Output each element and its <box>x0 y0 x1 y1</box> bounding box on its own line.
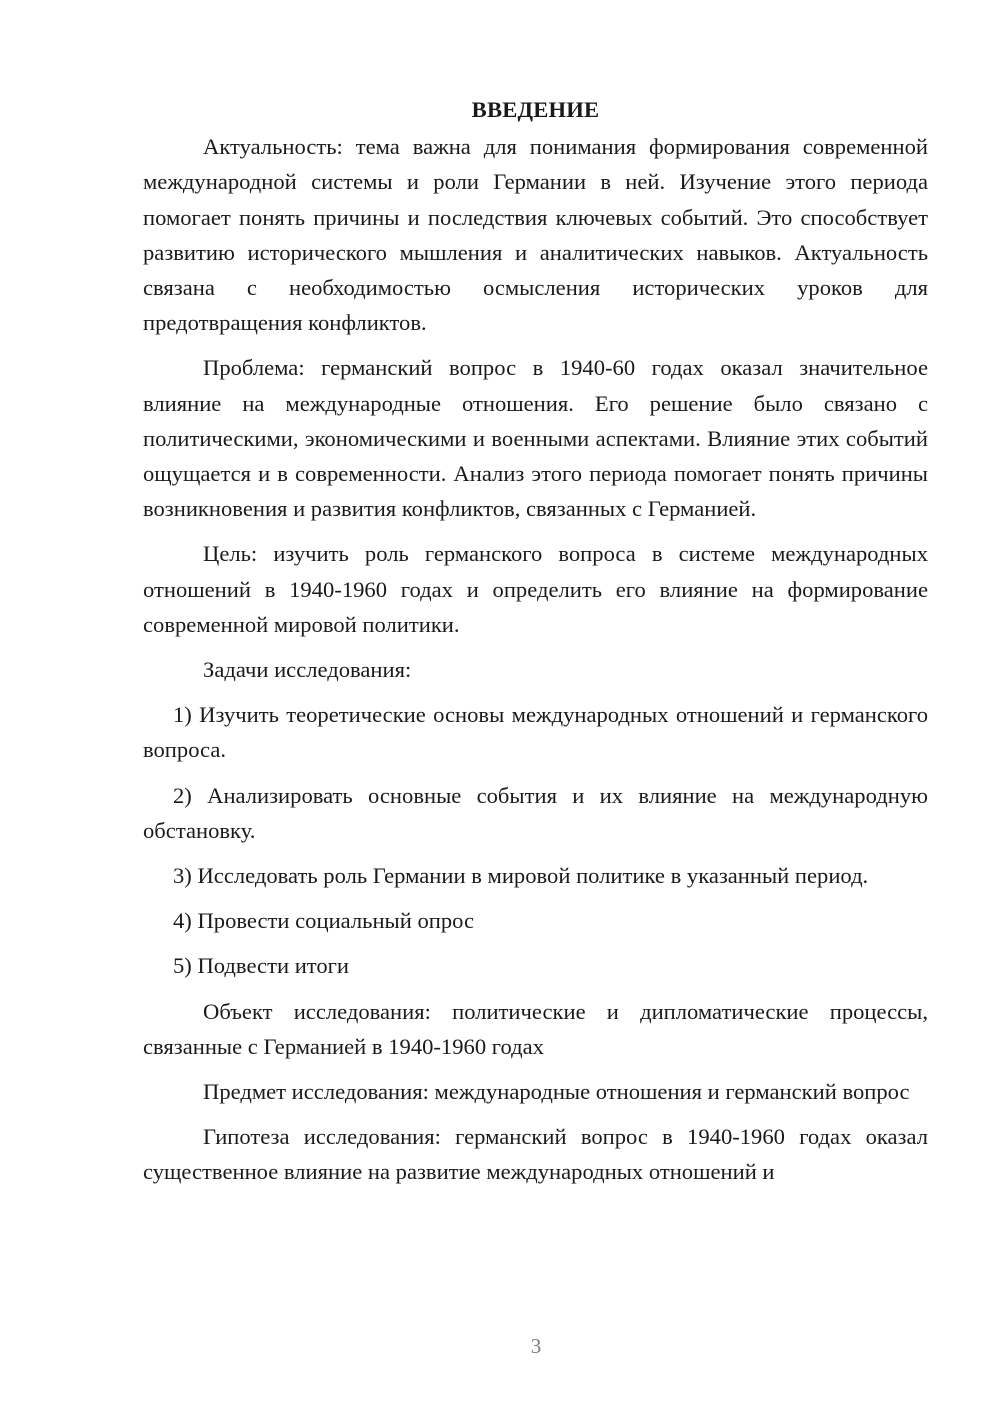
section-title: ВВЕДЕНИЕ <box>471 97 600 122</box>
task-item-2: 2) Анализировать основные события и их влияние на международную обстановку. <box>143 782 928 843</box>
paragraph-hypothesis: Гипотеза исследования: германский вопрос в 1940-1960 годах оказал существенное влияние на развитие международных отношений и <box>143 1124 928 1185</box>
task-item-4: 4) Провести социальный опрос <box>173 908 475 934</box>
page-content <box>143 92 928 1200</box>
task-item-3: 3) Исследовать роль Германии в мировой политике в указанный период. <box>173 863 869 889</box>
paragraph-subject: Предмет исследования: международные отношения и германский вопрос <box>203 1079 910 1105</box>
task-item-1: 1) Изучить теоретические основы международных отношений и германского вопроса. <box>143 702 928 763</box>
paragraph-object: Объект исследования: политические и дипломатические процессы, связанные с Германией в 1940-1960 годах <box>143 998 928 1059</box>
paragraph-problem: Проблема: германский вопрос в 1940-60 годах оказал значительное влияние на международные отношения. Его решение было связано с политическими, экономическими и военными аспектами. Влияние этих событий ощущается и в современности. Анализ этого периода помогает понять причины возникновения и развития конфликтов, связанных с Германией. <box>143 355 928 522</box>
paragraph-relevance: Актуальность: тема важна для понимания формирования современной международной системы и роли Германии в ней. Изучение этого периода помогает понять причины и последствия ключевых событий. Это способствует развитию исторического мышления и аналитических навыков. Актуальность связана с необходимостью осмысления исторических уроков для предотвращения конфликтов. <box>143 134 928 336</box>
task-item-5: 5) Подвести итоги <box>173 953 350 979</box>
paragraph-goal: Цель: изучить роль германского вопроса в системе международных отношений в 1940-1960 годах и определить его влияние на формирование современной мировой политики. <box>143 541 928 637</box>
paragraph-tasks-heading: Задачи исследования: <box>203 657 412 683</box>
page-number: 3 <box>530 1334 542 1358</box>
